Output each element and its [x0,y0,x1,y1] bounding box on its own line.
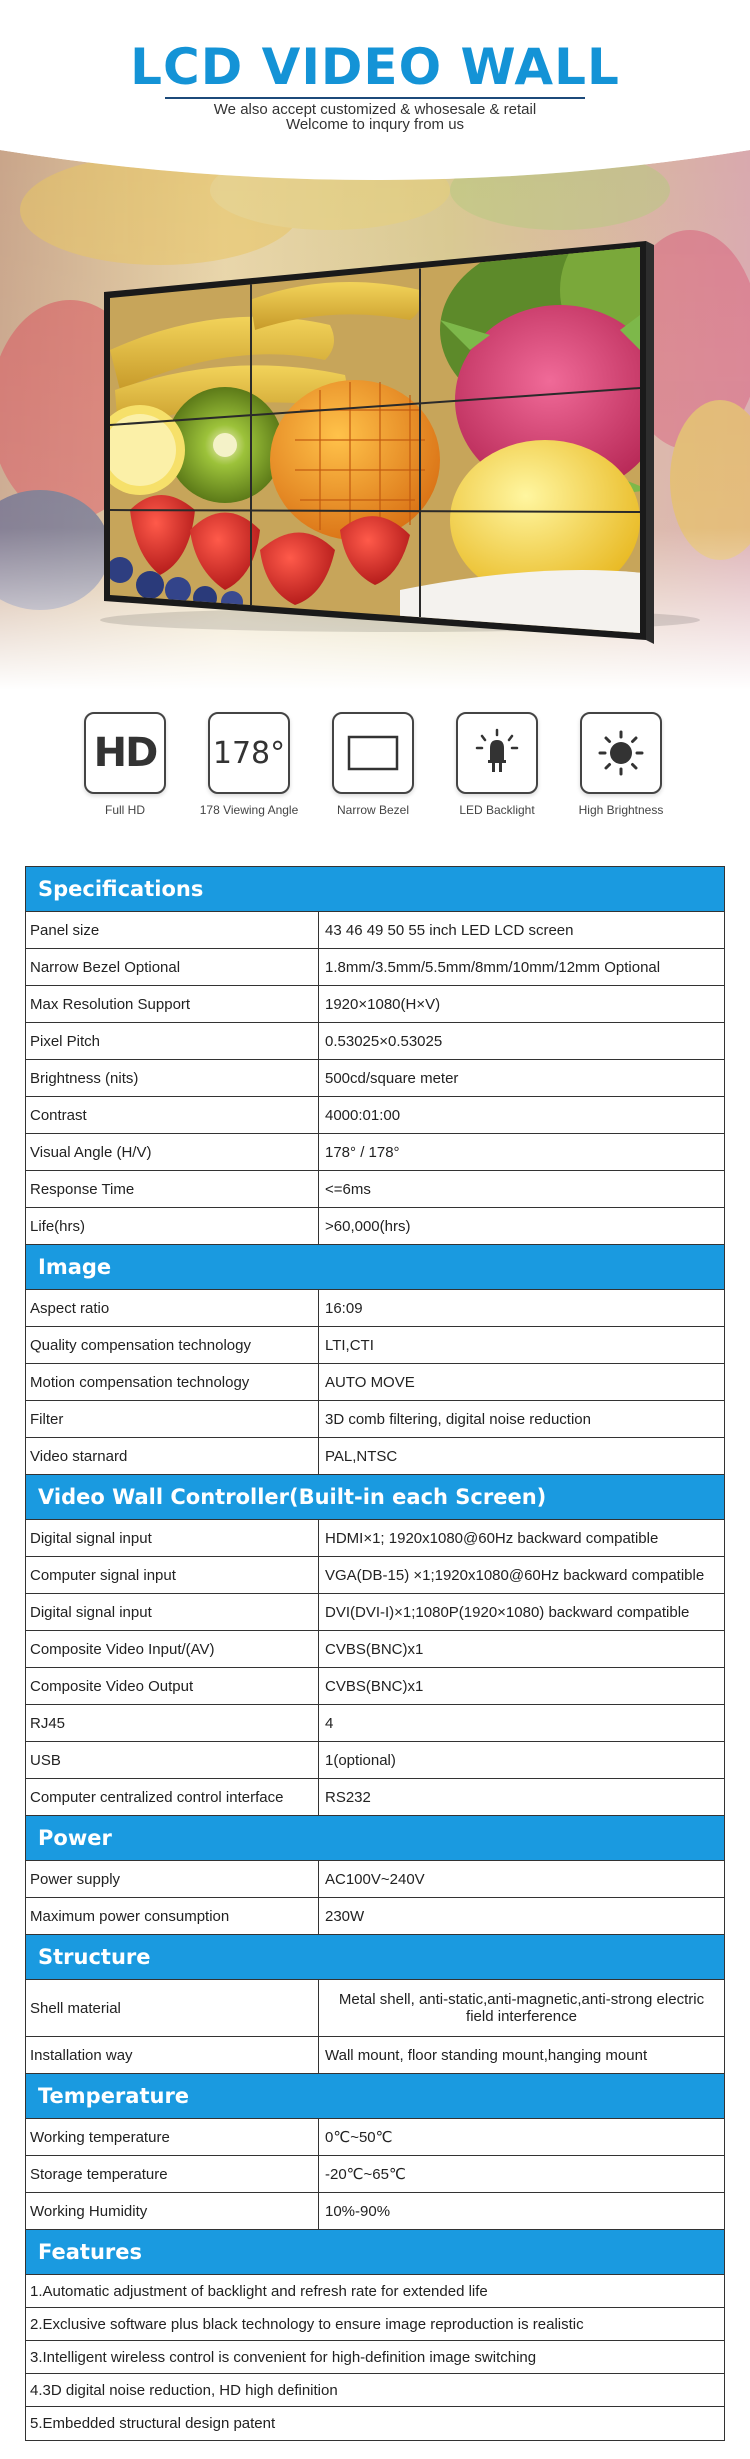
spec-value: DVI(DVI-I)×1;1080P(1920×1080) backward compatible [325,1603,690,1621]
viewing-angle-icon: 178° [208,712,290,794]
table-row [26,1742,724,1779]
spec-key: Life(hrs) [26,1208,319,1244]
subtitle-retail: We also accept customized & whosesale & retail [213,101,537,118]
subtitle-welcome: Welcome to inqury from us [285,116,465,133]
section-header-specifications: Specifications [26,867,724,912]
spec-key: Power supply [26,1861,319,1897]
spec-value: 178° / 178° [325,1143,400,1161]
spec-value: Wall mount, floor standing mount,hanging mount [325,2046,648,2064]
spec-value: >60,000(hrs) [325,1217,411,1235]
spec-value: 16:09 [325,1299,363,1317]
table-row [26,986,724,1023]
table-row [26,1705,724,1742]
spec-key: Max Resolution Support [26,986,319,1022]
section-header-features: Features [26,2230,724,2275]
spec-key: Response Time [26,1171,319,1207]
feature-narrow-bezel [308,712,438,817]
spec-key: Maximum power consumption [26,1898,319,1934]
table-row [26,2119,724,2156]
spec-value: CVBS(BNC)x1 [325,1677,424,1695]
list-item: 5.Embedded structural design patent [30,2415,276,2432]
spec-value: Metal shell, anti-static,anti-magnetic,anti-strong electric field interference [338,1991,705,2025]
table-row [26,1898,724,1935]
list-item: 2.Exclusive software plus black technology to ensure image reproduction is realistic [26,2308,724,2341]
spec-key: Storage temperature [26,2156,319,2192]
table-row [26,1557,724,1594]
table-row [26,1631,724,1668]
spec-value: HDMI×1; 1920x1080@60Hz backward compatible [325,1529,659,1547]
spec-value: 43 46 49 50 55 inch LED LCD screen [325,921,574,939]
page-title: LCD VIDEO WALL [130,38,620,96]
spec-key: Composite Video Input/(AV) [26,1631,319,1667]
header [0,0,750,150]
spec-value: 1.8mm/3.5mm/5.5mm/8mm/10mm/12mm Optional [325,958,661,976]
table-row [26,2156,724,2193]
section-header-power: Power [26,1816,724,1861]
spec-key: Shell material [26,1980,319,2036]
feature-high-brightness [556,712,686,817]
spec-value: RS232 [325,1788,371,1806]
table-row [26,2193,724,2230]
table-row [26,912,724,949]
spec-key: Working temperature [26,2119,319,2155]
table-row [26,2037,724,2074]
spec-table [25,866,725,2441]
spec-key: Computer signal input [26,1557,319,1593]
feature-label: Narrow Bezel [336,803,410,817]
table-row [26,1208,724,1245]
table-row [26,1023,724,1060]
table-row [26,1779,724,1816]
feature-led-backlight [432,712,562,817]
feature-full-hd [60,712,190,817]
section-header-temperature: Temperature [26,2074,724,2119]
table-row [26,1290,724,1327]
table-row [26,1668,724,1705]
spec-value: <=6ms [325,1180,371,1198]
table-row [26,1060,724,1097]
led-backlight-icon [456,712,538,794]
spec-value: 4000:01:00 [325,1106,401,1124]
spec-key: Composite Video Output [26,1668,319,1704]
spec-value: 230W [325,1907,365,1925]
spec-value: 1(optional) [325,1751,396,1769]
section-header-image: Image [26,1245,724,1290]
feature-label: 178 Viewing Angle [199,803,299,817]
table-row [26,1438,724,1475]
table-row [26,1401,724,1438]
spec-key: Computer centralized control interface [26,1779,319,1815]
table-row [26,1861,724,1898]
spec-value: AC100V~240V [325,1870,425,1888]
list-item: 4.3D digital noise reduction, HD high definition [26,2374,724,2407]
spec-key: Aspect ratio [26,1290,319,1326]
spec-key: Filter [26,1401,319,1437]
list-item: 3.Intelligent wireless control is convenient for high-definition image switching [26,2341,724,2374]
table-row [26,1134,724,1171]
spec-key: Working Humidity [26,2193,319,2229]
high-brightness-icon [580,712,662,794]
spec-value: 1920×1080(H×V) [325,995,441,1013]
spec-key: Visual Angle (H/V) [26,1134,319,1170]
feature-label: Full HD [104,803,145,817]
spec-key: Brightness (nits) [26,1060,319,1096]
spec-value: -20℃~65℃ [325,2166,406,2183]
hd-icon: HD [84,712,166,794]
spec-key: Motion compensation technology [26,1364,319,1400]
narrow-bezel-icon [332,712,414,794]
list-item: 1.Automatic adjustment of backlight and refresh rate for extended life [26,2275,724,2308]
table-row [26,1171,724,1208]
table-row [26,1327,724,1364]
table-row [26,1980,724,2037]
spec-key: Video starnard [26,1438,319,1474]
section-header-controller: Video Wall Controller(Built-in each Screen) [26,1475,724,1520]
spec-value: 500cd/square meter [325,1069,459,1087]
spec-value: 3D comb filtering, digital noise reduction [325,1410,591,1428]
spec-key: Pixel Pitch [26,1023,319,1059]
spec-key: Panel size [26,912,319,948]
table-row [26,1594,724,1631]
spec-value: LTI,CTI [325,1336,374,1354]
hero-video-wall-image [0,150,750,690]
spec-value: CVBS(BNC)x1 [325,1640,424,1658]
title-underline [165,97,585,99]
feature-label: High Brightness [578,803,664,817]
section-header-structure: Structure [26,1935,724,1980]
feature-viewing-angle [184,712,314,817]
feature-icons-row [0,712,750,822]
spec-value: 4 [325,1714,334,1732]
table-row [26,1364,724,1401]
spec-value: 10%-90% [325,2202,391,2220]
spec-key: Narrow Bezel Optional [26,949,319,985]
spec-value: 0℃~50℃ [325,2129,393,2146]
table-row [26,1097,724,1134]
feature-label: LED Backlight [459,803,535,817]
spec-key: Digital signal input [26,1520,319,1556]
spec-value: VGA(DB-15) ×1;1920x1080@60Hz backward compatible [325,1566,705,1584]
spec-key: RJ45 [26,1705,319,1741]
spec-value: 0.53025×0.53025 [325,1032,443,1050]
spec-key: Contrast [26,1097,319,1133]
spec-value: AUTO MOVE [325,1373,415,1391]
table-row [26,1520,724,1557]
spec-value: PAL,NTSC [325,1447,398,1465]
spec-key: USB [26,1742,319,1778]
table-row [26,949,724,986]
spec-key: Installation way [26,2037,319,2073]
spec-key: Quality compensation technology [26,1327,319,1363]
spec-key: Digital signal input [26,1594,319,1630]
